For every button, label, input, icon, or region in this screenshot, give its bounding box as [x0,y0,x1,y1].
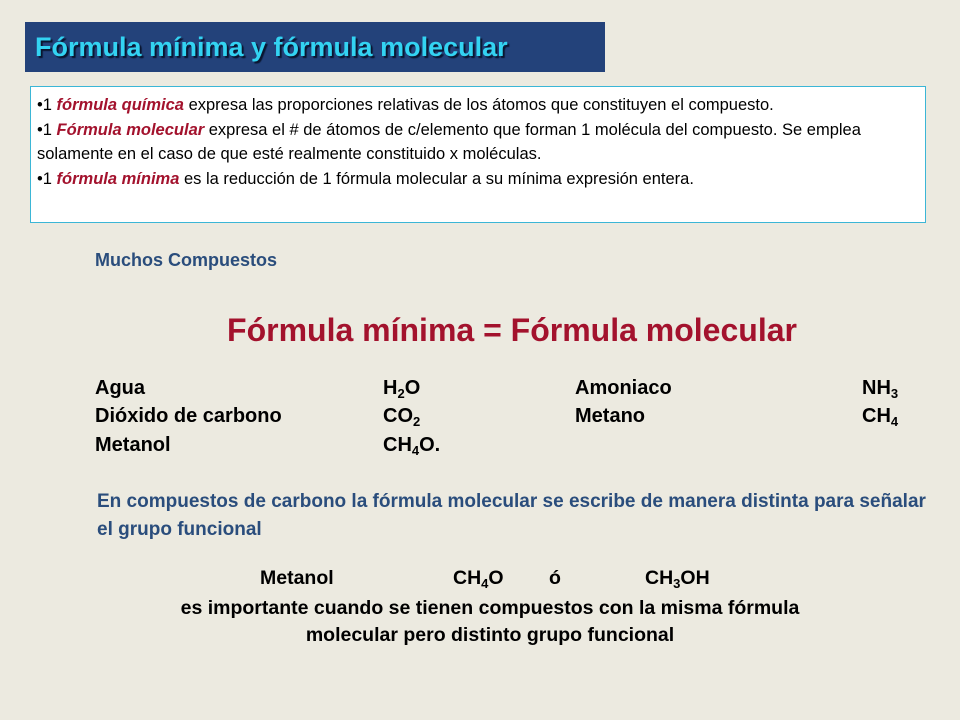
slide-title: Fórmula mínima y fórmula molecular [35,31,508,62]
definitions-box [30,86,926,223]
formula-amoniaco: $NH_3$ [862,377,899,401]
formula-metano: $CH_4$ [862,405,899,429]
bullet: •1 [37,169,57,188]
conclusion-line-1: es importante cuando se tienen compuestos con la misma fórmula [180,597,800,619]
definition-minima [37,167,917,192]
bullet: •1 [37,120,57,139]
example-name: Metanol [260,567,334,589]
definition-text: expresa las proporciones relativas de los átomos que constituyen el compuesto. [184,96,774,114]
term-formula-minima: fórmula mínima [56,169,180,188]
example-or: ó [549,567,561,589]
definition-molecular [37,118,917,167]
compound-name-metanol: Metanol [95,434,171,456]
example-formula-2: $CH_3OH$ [645,567,710,591]
slide-title-box [25,22,605,72]
compound-name-metano: Metano [575,405,645,427]
term-formula-quimica: fórmula química [56,96,184,114]
bullet: •1 [37,96,57,114]
carbon-compounds-note: En compuestos de carbono la fórmula molecular se escribe de manera distinta para señalar el grupo funcional [97,491,926,540]
subheading: Muchos Compuestos [95,250,278,270]
compound-name-dioxido: Dióxido de carbono [95,405,282,427]
example-formula-1: $CH_4O$ [453,567,504,591]
definition-text: expresa el # de átomos de c/elemento que forman 1 molécula del compuesto. Se emplea solamente en el caso de que esté realmente constituido x moléculas. [37,120,861,163]
term-formula-molecular: Fórmula molecular [56,120,205,139]
definition-quimica [37,93,917,118]
compound-name-agua: Agua [95,377,145,399]
formula-agua: $H_2O$ [383,377,421,401]
formula-metanol: $CH_4O$. [383,434,441,458]
formula-dioxido: $CO_2$ [383,405,421,429]
conclusion-line-2: molecular pero distinto grupo funcional [305,624,675,646]
equation-heading: Fórmula mínima = Fórmula molecular [227,312,797,348]
compound-name-amoniaco: Amoniaco [575,377,672,399]
definition-text: es la reducción de 1 fórmula molecular a su mínima expresión entera. [179,169,694,188]
